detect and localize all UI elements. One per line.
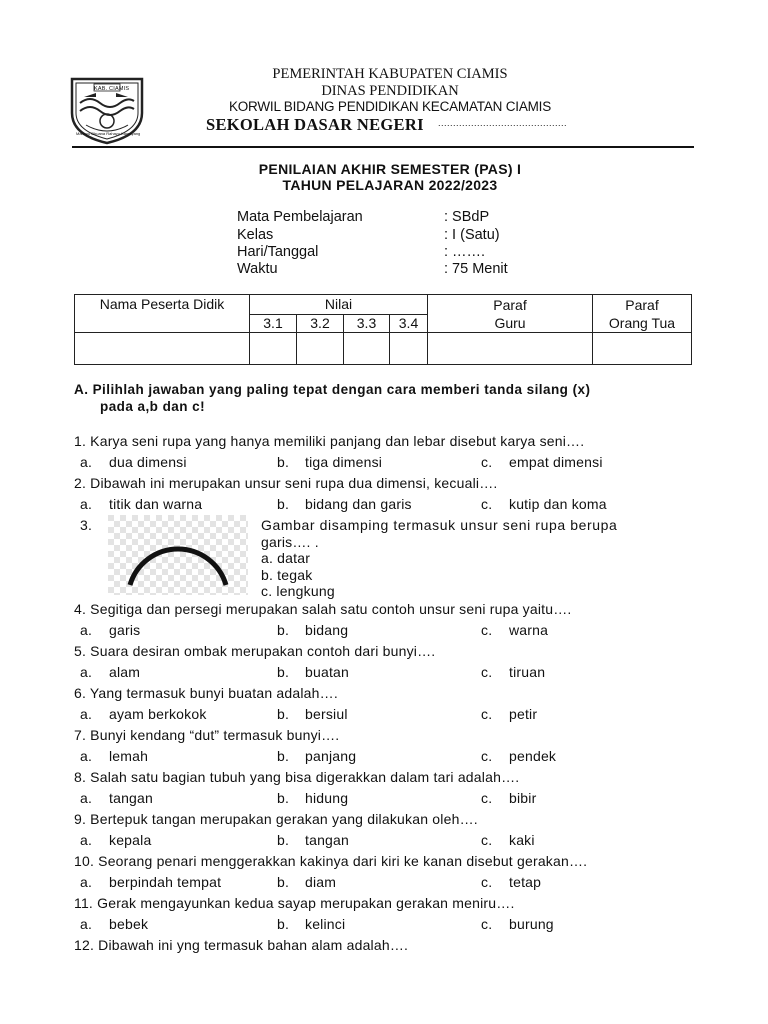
option-letter: c. <box>481 622 493 638</box>
info-label: Kelas <box>237 227 274 243</box>
score-field[interactable] <box>250 333 297 365</box>
info-value: : SBdP <box>444 209 490 225</box>
option-letter: b. <box>277 748 290 764</box>
option-letter: b. <box>277 622 290 638</box>
option-c[interactable]: tiruan <box>509 664 546 680</box>
score-field[interactable] <box>390 333 428 365</box>
school-name-dots: ........................................... <box>438 118 568 128</box>
score-col-header: 3.1 <box>250 315 297 333</box>
option-a[interactable]: titik dan warna <box>109 496 203 512</box>
option-letter: a. <box>80 454 93 470</box>
option-letter: a. <box>80 622 93 638</box>
option-a[interactable]: alam <box>109 664 141 680</box>
district-office-name: KORWIL BIDANG PENDIDIKAN KECAMATAN CIAMIS <box>228 99 552 114</box>
option-letter: a. <box>80 916 93 932</box>
option-letter: b. <box>277 706 290 722</box>
option-letter: a. <box>80 832 93 848</box>
option-letter: c. <box>481 706 493 722</box>
option-a[interactable]: garis <box>109 622 141 638</box>
option-letter: c. <box>481 496 493 512</box>
option-letter: a. <box>80 790 93 806</box>
parent-signature-header <box>593 295 692 333</box>
parent-signature-label: Orang Tua <box>608 315 676 331</box>
option-b[interactable]: tangan <box>305 832 350 848</box>
info-value: : 75 Menit <box>444 261 508 277</box>
teacher-signature-header <box>428 295 593 333</box>
option-letter: b. <box>277 496 290 512</box>
option-letter: c. <box>481 832 493 848</box>
option-letter: a. <box>80 496 93 512</box>
question-number: 3. <box>80 517 93 533</box>
question-text: 12. Dibawah ini yng termasuk bahan alam adalah…. <box>74 937 409 953</box>
academic-year: TAHUN PELAJARAN 2022/2023 <box>282 177 498 193</box>
government-name: PEMERINTAH KABUPATEN CIAMIS <box>272 66 508 82</box>
option-a[interactable]: bebek <box>109 916 149 932</box>
option-letter: c. <box>481 748 493 764</box>
question-text: Gambar disamping termasuk unsur seni rupa berupa <box>261 517 618 533</box>
option-letter: a. <box>80 874 93 890</box>
section-instruction-cont: pada a,b dan c! <box>100 399 206 414</box>
option-a[interactable]: berpindah tempat <box>109 874 222 890</box>
question-text: 11. Gerak mengayunkan kedua sayap merupakan gerakan meniru…. <box>74 895 515 911</box>
option-a[interactable]: lemah <box>109 748 149 764</box>
parent-signature-label: Paraf <box>625 297 659 313</box>
option-a[interactable]: a. datar <box>261 550 311 566</box>
student-name-field[interactable] <box>75 333 250 365</box>
option-a[interactable]: tangan <box>109 790 154 806</box>
exam-title: PENILAIAN AKHIR SEMESTER (PAS) I <box>258 161 522 177</box>
option-c[interactable]: empat dimensi <box>509 454 603 470</box>
letterhead-divider <box>72 146 694 148</box>
option-b[interactable]: tiga dimensi <box>305 454 383 470</box>
score-col-header: 3.4 <box>390 315 428 333</box>
option-letter: a. <box>80 664 93 680</box>
school-name: SEKOLAH DASAR NEGERI <box>206 115 424 134</box>
option-letter: c. <box>481 790 493 806</box>
section-instruction: A. Pilihlah jawaban yang paling tepat dengan cara memberi tanda silang (x) <box>74 382 591 397</box>
score-table <box>74 294 692 365</box>
option-letter: b. <box>277 454 290 470</box>
option-a[interactable]: dua dimensi <box>109 454 187 470</box>
option-letter: c. <box>481 454 493 470</box>
option-letter: c. <box>481 664 493 680</box>
option-c[interactable]: burung <box>509 916 554 932</box>
option-c[interactable]: warna <box>509 622 549 638</box>
option-b[interactable]: kelinci <box>305 916 346 932</box>
student-name-header: Nama Peserta Didik <box>75 295 250 333</box>
question-text: 2. Dibawah ini merupakan unsur seni rupa dua dimensi, kecuali…. <box>74 475 498 491</box>
info-value: : ……. <box>444 244 486 260</box>
logo-text-bottom: Mahayu Bhuana Rahayu Kamayang <box>76 131 141 136</box>
teacher-signature-label: Paraf <box>493 297 527 313</box>
option-letter: b. <box>277 832 290 848</box>
question-text: 1. Karya seni rupa yang hanya memiliki panjang dan lebar disebut karya seni…. <box>74 433 585 449</box>
question-text: 4. Segitiga dan persegi merupakan salah satu contoh unsur seni rupa yaitu…. <box>74 601 572 617</box>
option-letter: b. <box>277 874 290 890</box>
option-c[interactable]: bibir <box>509 790 537 806</box>
option-c[interactable]: tetap <box>509 874 542 890</box>
question-text: 6. Yang termasuk bunyi buatan adalah…. <box>74 685 338 701</box>
option-c[interactable]: kaki <box>509 832 535 848</box>
question-text: 10. Seorang penari menggerakkan kakinya dari kiri ke kanan disebut gerakan…. <box>74 853 588 869</box>
teacher-signature-field[interactable] <box>428 333 593 365</box>
question-text: garis…. . <box>261 534 319 550</box>
info-label: Waktu <box>237 261 278 277</box>
option-a[interactable]: kepala <box>109 832 152 848</box>
option-b[interactable]: bidang dan garis <box>305 496 412 512</box>
option-b[interactable]: hidung <box>305 790 349 806</box>
option-c[interactable]: c. lengkung <box>261 583 335 599</box>
option-letter: c. <box>481 874 493 890</box>
info-value: : I (Satu) <box>444 227 500 243</box>
score-field[interactable] <box>297 333 344 365</box>
option-a[interactable]: ayam berkokok <box>109 706 207 722</box>
option-c[interactable]: pendek <box>509 748 557 764</box>
question-text: 8. Salah satu bagian tubuh yang bisa digerakkan dalam tari adalah…. <box>74 769 520 785</box>
agency-name: DINAS PENDIDIKAN <box>321 83 459 99</box>
option-letter: a. <box>80 748 93 764</box>
option-c[interactable]: kutip dan koma <box>509 496 607 512</box>
question-text: 9. Bertepuk tangan merupakan gerakan yang dilakukan oleh…. <box>74 811 478 827</box>
option-letter: a. <box>80 706 93 722</box>
option-letter: b. <box>277 916 290 932</box>
question-text: 7. Bunyi kendang “dut” termasuk bunyi…. <box>74 727 340 743</box>
option-b[interactable]: bidang <box>305 622 349 638</box>
info-label: Mata Pembelajaran <box>237 209 363 225</box>
option-b[interactable]: buatan <box>305 664 350 680</box>
option-letter: b. <box>277 790 290 806</box>
option-b[interactable]: b. tegak <box>261 567 313 583</box>
score-col-header: 3.2 <box>297 315 344 333</box>
option-letter: c. <box>481 916 493 932</box>
score-field[interactable] <box>344 333 390 365</box>
question-text: 5. Suara desiran ombak merupakan contoh dari bunyi…. <box>74 643 436 659</box>
score-col-header: 3.3 <box>344 315 390 333</box>
option-b[interactable]: diam <box>305 874 337 890</box>
option-letter: b. <box>277 664 290 680</box>
parent-signature-field[interactable] <box>593 333 692 365</box>
option-c[interactable]: petir <box>509 706 538 722</box>
teacher-signature-label: Guru <box>494 315 526 331</box>
info-label: Hari/Tanggal <box>237 244 319 260</box>
logo-text-top: KAB. CIAMIS <box>94 86 130 92</box>
option-b[interactable]: panjang <box>305 748 357 764</box>
curved-line-picture <box>108 515 248 595</box>
score-header: Nilai <box>250 295 428 315</box>
option-b[interactable]: bersiul <box>305 706 348 722</box>
